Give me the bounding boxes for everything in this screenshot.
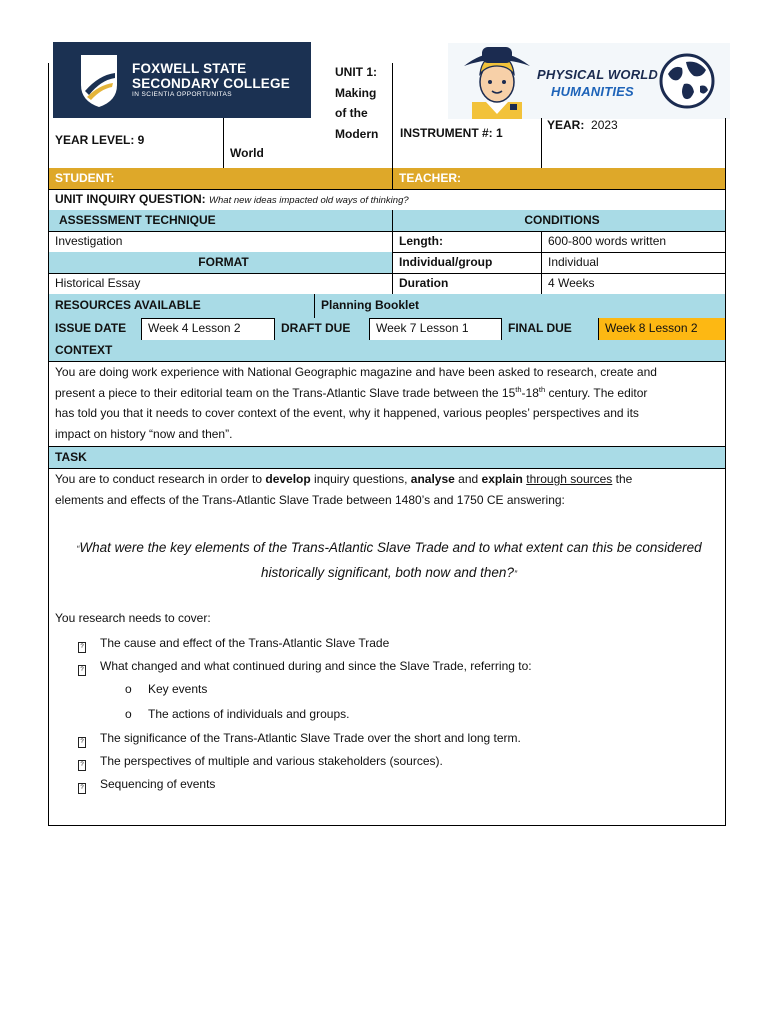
task-intro: You are to conduct research in order to develop inquiry questions, analyse and explain through sources the elements and effects of the Trans-Atlantic Slave Trade between 1480’s and 1750 CE answering: (55, 472, 633, 507)
list-item: ? What changed and what continued during and since the Slave Trade, referring to: (78, 658, 532, 676)
list-item: ? The perspectives of multiple and various stakeholders (sources). (78, 753, 443, 771)
sub-list-item: o Key events (125, 682, 208, 696)
resources-value: Planning Booklet (314, 294, 726, 319)
list-item: ? Sequencing of events (78, 776, 215, 794)
format-header: FORMAT (48, 252, 392, 274)
bullet-icon: ? (78, 642, 86, 653)
research-needs-label: You research needs to cover: (55, 611, 211, 625)
year-level: YEAR LEVEL: 9 (55, 133, 145, 147)
assessment-technique-header: ASSESSMENT TECHNIQUE (48, 210, 392, 232)
school-name-line1: FOXWELL STATE (132, 61, 247, 76)
globe-icon (658, 52, 716, 110)
context-header: CONTEXT (48, 340, 726, 362)
draft-due-label: DRAFT DUE (274, 318, 369, 341)
assessment-technique-value: Investigation (48, 231, 392, 253)
final-due-label: FINAL DUE (501, 318, 598, 341)
sub-list-item: o The actions of individuals and groups. (125, 707, 350, 721)
context-text: You are doing work experience with National Geographic magazine and have been asked to research, create and present a piece to their editorial team on the Trans-Atlantic Slave trade between the 15th-18th century. The editor has told you that it needs to cover context of the event, why it happened, various peoples’ perspectives and its impact on history “now and then”. (55, 365, 657, 441)
group-value: Individual (541, 252, 726, 274)
explorer-character-icon (458, 44, 536, 119)
duration-label: Duration (392, 273, 542, 295)
group-label: Individual/group (392, 252, 542, 274)
bullet-icon: ? (78, 783, 86, 794)
school-name-line2: SECONDARY COLLEGE (132, 76, 290, 91)
issue-date-label: ISSUE DATE (48, 318, 141, 341)
banner-title-line2: HUMANITIES (551, 84, 634, 99)
list-item: ? The cause and effect of the Trans-Atlantic Slave Trade (78, 635, 389, 653)
bullet-icon: ? (78, 665, 86, 676)
length-label: Length: (392, 231, 542, 253)
list-item: ? The significance of the Trans-Atlantic Slave Trade over the short and long term. (78, 730, 521, 748)
resources-label: RESOURCES AVAILABLE (48, 294, 314, 319)
unit-title: UNIT 1: Making of the Modern (335, 65, 379, 141)
instrument-number: INSTRUMENT #: 1 (400, 126, 503, 140)
circle-bullet-icon: o (125, 682, 132, 696)
unit-title-last: World (230, 146, 264, 160)
school-crest-icon (77, 51, 121, 109)
year-field: YEAR: 2023 (547, 118, 618, 132)
bullet-icon: ? (78, 760, 86, 771)
draft-due-value: Week 7 Lesson 1 (369, 318, 501, 341)
format-value: Historical Essay (48, 273, 392, 295)
banner-title-line1: PHYSICAL WORLD (537, 67, 659, 82)
key-question: “What were the key elements of the Trans-Atlantic Slave Trade and to what extent can this be considered historically significant, both now and then?” (76, 540, 702, 580)
issue-date-value: Week 4 Lesson 2 (141, 318, 274, 341)
duration-value: 4 Weeks (541, 273, 726, 295)
length-value: 600-800 words written (541, 231, 726, 253)
circle-bullet-icon: o (125, 707, 132, 721)
unit-inquiry-question: UNIT INQUIRY QUESTION: What new ideas impacted old ways of thinking? (48, 189, 726, 211)
school-motto: IN SCIENTIA OPPORTUNITAS (132, 91, 233, 98)
task-header: TASK (48, 447, 726, 469)
bullet-icon: ? (78, 737, 86, 748)
conditions-header: CONDITIONS (392, 210, 726, 232)
student-field[interactable]: STUDENT: (48, 168, 392, 190)
final-due-value: Week 8 Lesson 2 (598, 318, 726, 341)
teacher-field[interactable]: TEACHER: (392, 168, 726, 190)
